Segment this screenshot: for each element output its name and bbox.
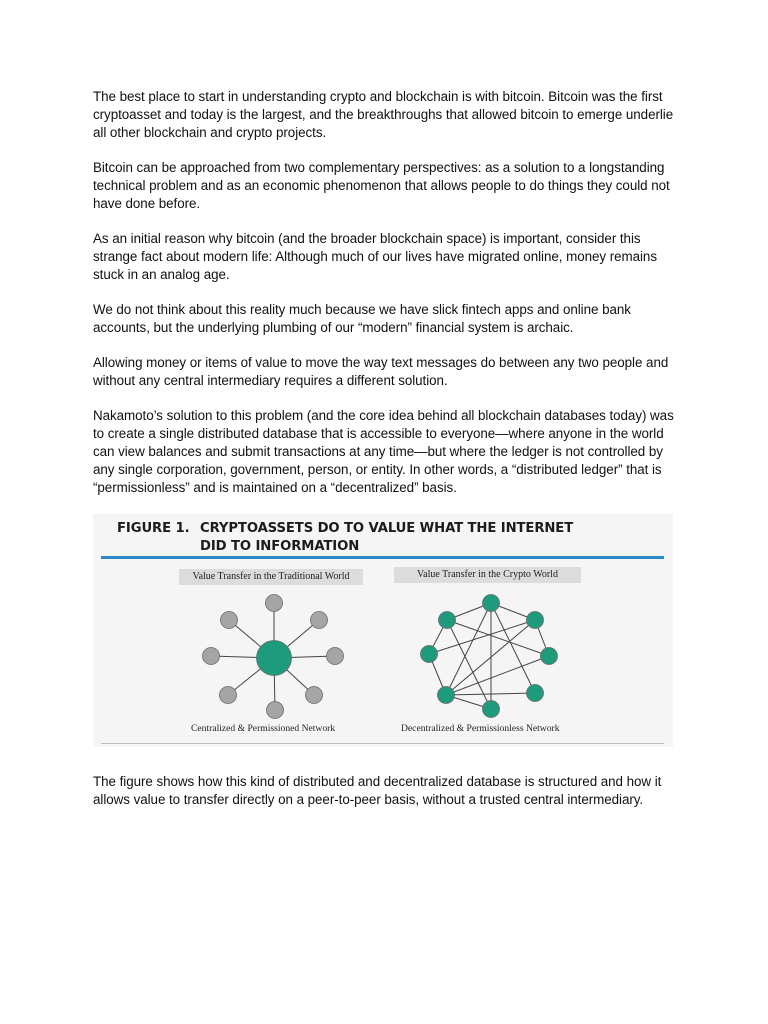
peripheral-node <box>267 702 284 719</box>
document-body <box>93 88 683 826</box>
figure-bottom-rule <box>101 743 664 744</box>
mesh-node <box>527 685 544 702</box>
paragraph-solution-need: Allowing money or items of value to move the way text messages do between any two people and without any central intermediary requires a different solution. <box>93 355 669 388</box>
decentralized-network <box>421 595 558 718</box>
peripheral-node <box>311 612 328 629</box>
paragraph-plumbing: We do not think about this reality much because we have slick fintech apps and online bank accounts, but the underlying plumbing of our “modern” financial system is archaic. <box>93 302 631 335</box>
crypto-network-label: Value Transfer in the Crypto World <box>394 567 581 583</box>
traditional-network-label: Value Transfer in the Traditional World <box>179 569 363 585</box>
mesh-node <box>527 612 544 629</box>
mesh-node <box>541 648 558 665</box>
figure-title-line1: CRYPTOASSETS DO TO VALUE WHAT THE INTERNET <box>200 521 574 536</box>
mesh-node <box>483 701 500 718</box>
paragraph-perspectives: Bitcoin can be approached from two complementary perspectives: as a solution to a longstanding technical problem and as an economic phenomenon that allows people to do things they could not have done before. <box>93 160 670 211</box>
centralized-caption: Centralized & Permissioned Network <box>191 723 336 734</box>
peripheral-node <box>203 648 220 665</box>
figure-number: FIGURE 1. <box>117 521 190 536</box>
network-diagrams <box>93 514 673 747</box>
mesh-node <box>421 646 438 663</box>
centralized-network <box>203 595 344 719</box>
paragraph-nakamoto: Nakamoto’s solution to this problem (and the core idea behind all blockchain databases today) was to create a single distributed database that is accessible to everyone—where anyone in the world can view balances and submit transactions at any time—but where the ledger is not controlled by any single corporation, government, person, or entity. In other words, a “distributed ledger” that is “permissionless” and is maintained on a “decentralized” basis. <box>93 408 674 495</box>
mesh-node <box>483 595 500 612</box>
mesh-node <box>438 687 455 704</box>
mesh-node <box>439 612 456 629</box>
central-hub-node <box>257 641 292 676</box>
decentralized-caption: Decentralized & Permissionless Network <box>401 723 560 734</box>
peripheral-node <box>221 612 238 629</box>
figure-title-line2: DID TO INFORMATION <box>200 539 360 554</box>
peripheral-node <box>266 595 283 612</box>
paragraph-reason: As an initial reason why bitcoin (and the broader blockchain space) is important, consider this strange fact about modern life: Although much of our lives have migrated online, money remains stuck in an analog age. <box>93 231 657 282</box>
peripheral-node <box>327 648 344 665</box>
peripheral-node <box>220 687 237 704</box>
figure-networks <box>93 514 673 747</box>
paragraph-closing: The figure shows how this kind of distributed and decentralized database is structured and how it allows value to transfer directly on a peer-to-peer basis, without a trusted central intermediary. <box>93 774 662 807</box>
paragraph-intro: The best place to start in understanding crypto and blockchain is with bitcoin. Bitcoin was the first cryptoasset and today is the largest, and the breakthroughs that allowed bitcoin to emerge underlie all other blockchain and crypto projects. <box>93 89 674 140</box>
peripheral-node <box>306 687 323 704</box>
